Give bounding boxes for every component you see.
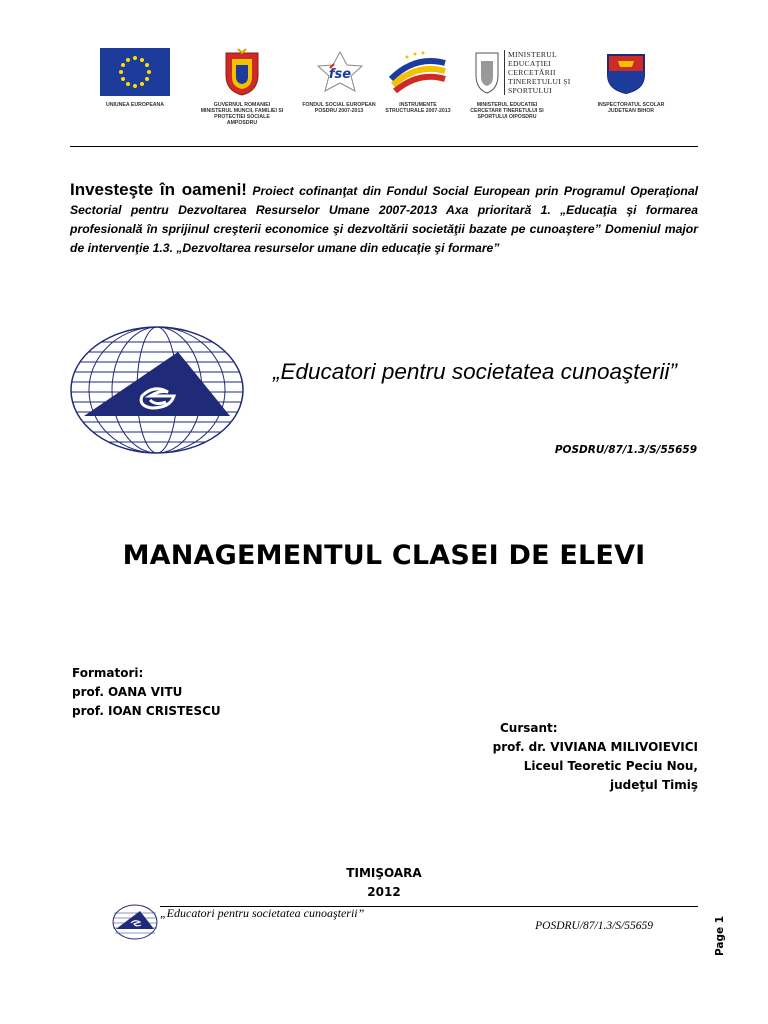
intro-paragraph (70, 180, 698, 258)
footer-logo-icon (112, 904, 158, 945)
header-divider (70, 146, 698, 147)
ministry-education-icon (470, 46, 574, 98)
structural-instruments-icon (385, 46, 451, 98)
city: TIMIŞOARA (346, 866, 422, 880)
formatori-block (72, 664, 221, 721)
cursant-label: Cursant: (500, 721, 558, 735)
intro-lead: Investeşte în oameni! (70, 180, 247, 199)
cursant-name: prof. dr. VIVIANA MILIVOIEVICI (492, 740, 698, 754)
logo-caption: UNIUNEA EUROPEANA (105, 102, 165, 108)
project-code: POSDRU/87/1.3/S/55659 (554, 444, 697, 456)
ministry-name: MINISTERUL EDUCAȚIEI CERCETĂRII TINERETULUI ȘI SPORTULUI (504, 50, 574, 95)
place-block (0, 864, 768, 902)
footer-project-code: POSDRU/87/1.3/S/55659 (535, 920, 653, 932)
year: 2012 (367, 885, 401, 899)
fse-logo-icon (310, 46, 370, 98)
formator-name: prof. IOAN CRISTESCU (72, 704, 221, 718)
logo-caption: GUVERNUL ROMANIEI MINISTERUL MUNCII, FAMILIEI SI PROTECTIEI SOCIALE AMPOSDRU (200, 102, 284, 126)
project-title: „Educatori pentru societatea cunoaşterii” (273, 359, 677, 384)
footer-project-title: „Educatori pentru societatea cunoaşterii” (160, 906, 365, 920)
bihor-inspectorate-icon (598, 46, 654, 98)
romania-coat-of-arms-icon (220, 46, 264, 98)
eu-flag-icon (100, 46, 170, 98)
logo-caption: INSTRUMENTE STRUCTURALE 2007-2013 (385, 102, 451, 114)
project-logo-icon (70, 326, 244, 459)
formator-name: prof. OANA VITU (72, 685, 183, 699)
svg-text:fse: fse (328, 67, 352, 82)
document-title: MANAGEMENTUL CLASEI DE ELEVI (122, 540, 646, 571)
page-number: Page 1 (714, 915, 726, 956)
cursant-county: judeţul Timiş (609, 778, 698, 792)
logo-caption: FONDUL SOCIAL EUROPEAN POSDRU 2007-2013 (302, 102, 376, 114)
cursant-block (480, 719, 698, 795)
formatori-label: Formatori: (72, 666, 144, 680)
logo-caption: MINISTERUL EDUCATIEI CERCETARII TINERETULUI SI SPORTULUI OIPOSDRU (470, 102, 544, 120)
cursant-school: Liceul Teoretic Peciu Nou, (523, 759, 698, 773)
logo-caption: INSPECTORATUL SCOLAR JUDETEAN BIHOR (597, 102, 665, 114)
intro-text: Proiect cofinanţat din Fondul Social European prin Programul Operaţional Sectorial pentru Dezvoltarea Resurselor Umane 2007-2013 Axa prioritară 1. „Educaţia şi formarea profesională în sprijinul creşterii economice şi dezvoltării societăţii bazate pe cunoaştere” Domeniul major de intervenţie 1.3. „Dezvoltarea resurselor umane din educaţie şi formare” (70, 184, 698, 255)
